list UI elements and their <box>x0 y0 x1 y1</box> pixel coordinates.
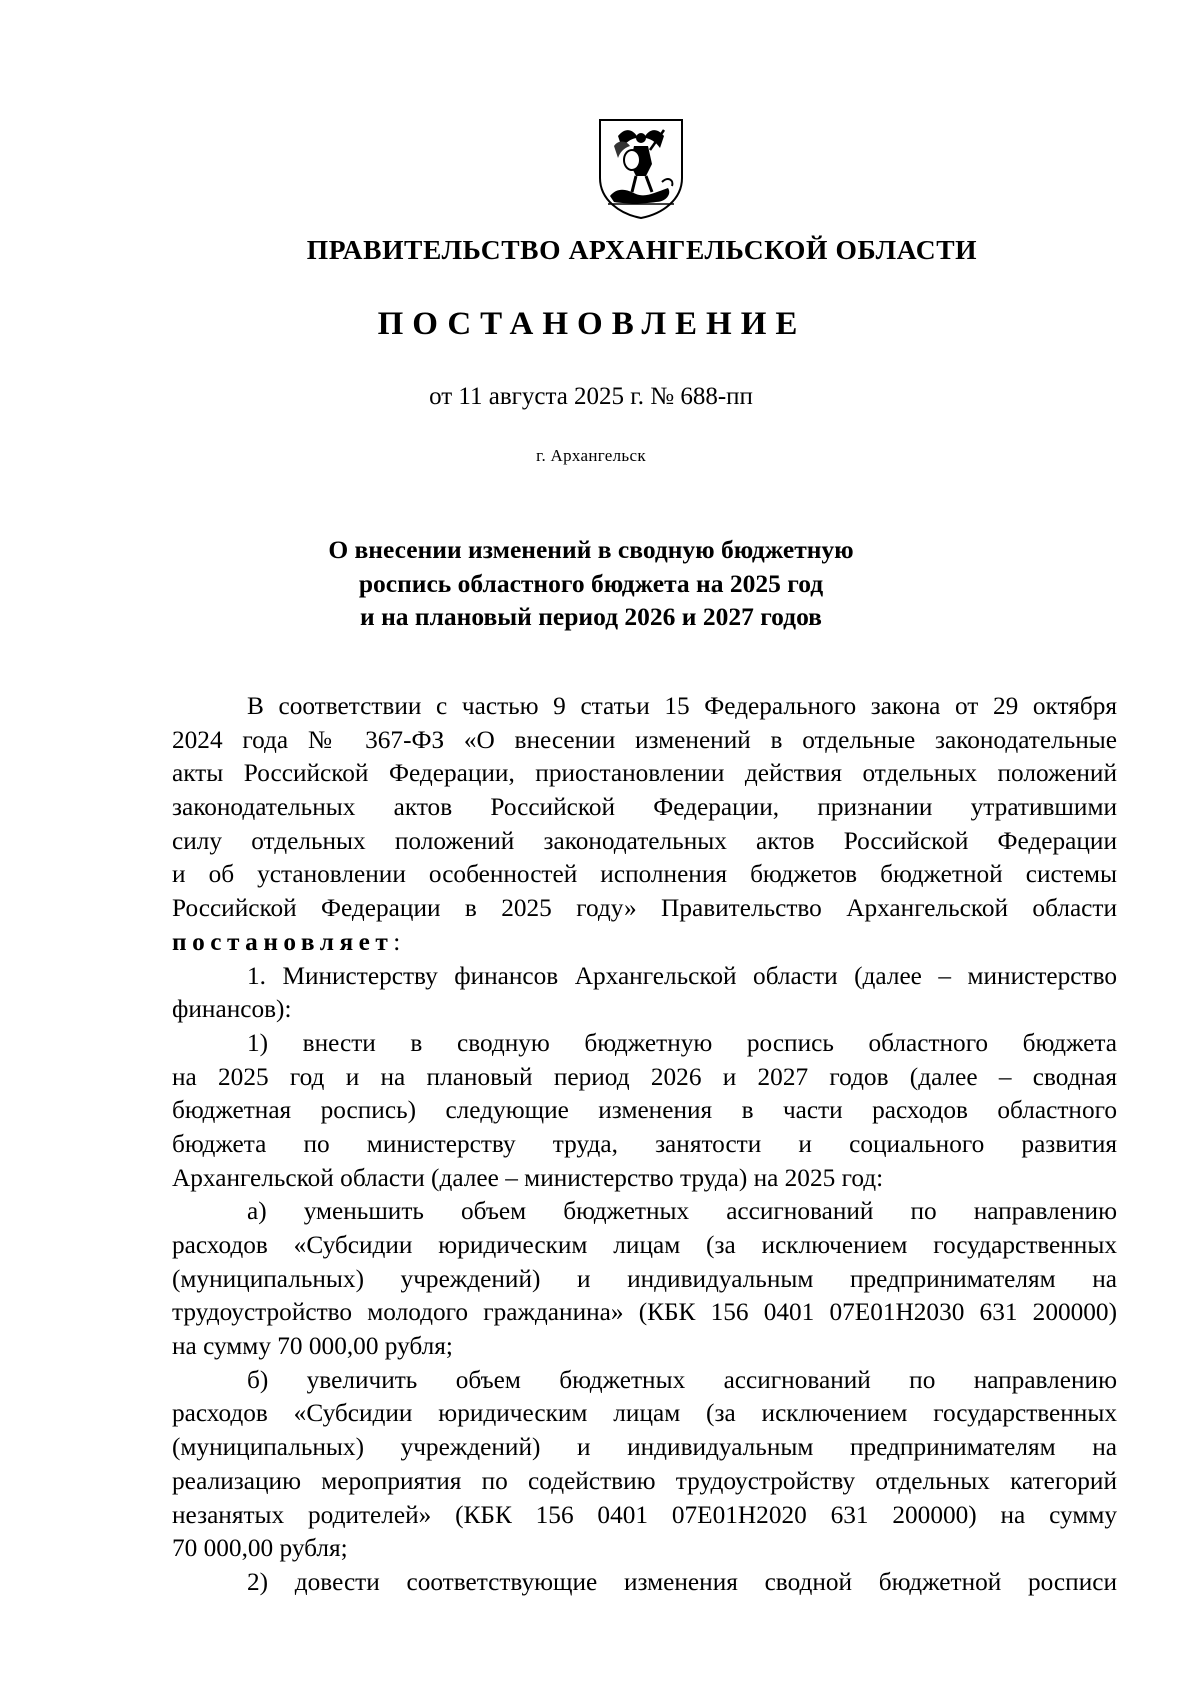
document-subject <box>0 533 1182 634</box>
government-title: ПРАВИТЕЛЬСТВО АРХАНГЕЛЬСКОЙ ОБЛАСТИ <box>306 234 978 265</box>
archangel-coat-of-arms-icon <box>596 116 686 220</box>
resolution-keyword: постановляет <box>172 927 394 956</box>
body-line: расходов «Субсидии юридическим лицам (за исключением государственных <box>172 1399 1117 1428</box>
document-date-number: от 11 августа 2025 г. № 688-пп <box>429 383 753 410</box>
document-city: г. Архангельск <box>536 446 646 465</box>
body-line: на 2025 год и на плановый период 2026 и 2027 годов (далее – сводная <box>172 1062 1117 1091</box>
body-line: (муниципальных) учреждений) и индивидуальным предпринимателям на <box>172 1433 1117 1462</box>
subject-line: и на плановый период 2026 и 2027 годов <box>360 602 822 631</box>
body-line: акты Российской Федерации, приостановлении действия отдельных положений <box>172 759 1117 788</box>
subject-line: роспись областного бюджета на 2025 год <box>358 568 824 598</box>
document-type-heading: ПОСТАНОВЛЕНИЕ <box>377 306 807 342</box>
body-line: на сумму 70 000,00 рубля; <box>172 1332 453 1361</box>
body-line: реализацию мероприятия по содействию трудоустройству отдельных категорий <box>172 1466 1117 1495</box>
body-line: расходов «Субсидии юридическим лицам (за исключением государственных <box>172 1231 1117 1259</box>
body-line: 2) довести соответствующие изменения сводной бюджетной росписи <box>247 1567 1117 1596</box>
body-line: В соответствии с частью 9 статьи 15 Федерального закона от 29 октября <box>247 692 1117 720</box>
body-line: 2024 года № 367-ФЗ «О внесении изменений в отдельные законодательные <box>172 725 1117 754</box>
document-body <box>172 690 1117 1600</box>
body-line: трудоустройство молодого гражданина» (КБК 156 0401 07Е01Н2030 631 200000) <box>172 1298 1117 1327</box>
body-line: 70 000,00 рубля; <box>172 1534 348 1563</box>
body-line: а) уменьшить объем бюджетных ассигнований по направлению <box>247 1197 1117 1226</box>
resolution-line <box>172 926 1117 960</box>
body-line: силу отдельных положений законодательных актов Российской Федерации <box>172 826 1117 855</box>
body-line: незанятых родителей» (КБК 156 0401 07Е01Н2020 631 200000) на сумму <box>172 1500 1117 1529</box>
body-line: финансов): <box>172 995 292 1024</box>
body-line: (муниципальных) учреждений) и индивидуальным предпринимателям на <box>172 1264 1117 1293</box>
body-line: 1) внести в сводную бюджетную роспись областного бюджета <box>247 1028 1117 1057</box>
body-line: бюджетная роспись) следующие изменения в части расходов областного <box>172 1096 1117 1125</box>
body-line: бюджета по министерству труда, занятости и социального развития <box>172 1129 1117 1158</box>
body-line: и об установлении особенностей исполнения бюджетов бюджетной системы <box>172 860 1117 889</box>
coat-of-arms-emblem <box>596 116 686 220</box>
body-line: Архангельской области (далее – министерство труда) на 2025 год: <box>172 1163 884 1192</box>
body-line: 1. Министерству финансов Архангельской области (далее – министерство <box>247 961 1117 990</box>
resolution-colon: : <box>393 927 401 956</box>
body-line: законодательных актов Российской Федерации, признании утратившими <box>172 793 1117 822</box>
subject-line: О внесении изменений в сводную бюджетную <box>328 535 854 564</box>
body-line: б) увеличить объем бюджетных ассигнований по направлению <box>247 1365 1117 1394</box>
body-line: Российской Федерации в 2025 году» Правительство Архангельской области <box>172 894 1117 923</box>
